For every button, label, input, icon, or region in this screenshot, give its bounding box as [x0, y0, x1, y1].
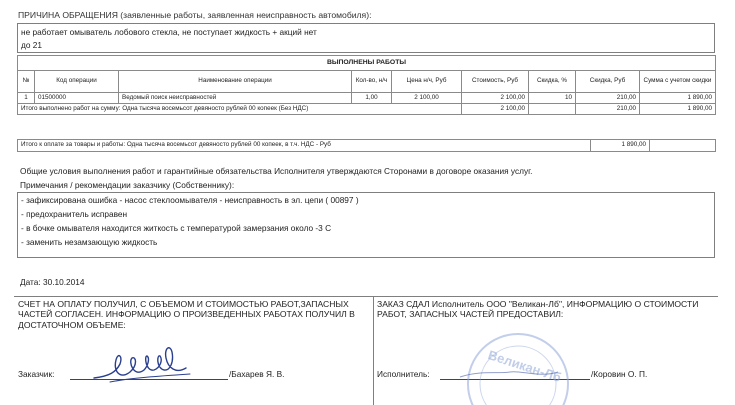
summary-row	[18, 104, 716, 115]
col-code: Код операции	[35, 71, 119, 93]
summary-cost: 2 100,00	[462, 104, 529, 115]
reason-line-1: не работает омыватель лобового стекла, не поступает жидкость + акций нет	[21, 27, 317, 37]
cell-qty: 1,00	[352, 93, 392, 104]
reason-line-2: до 21	[21, 40, 42, 50]
contractor-name: /Коровин О. П.	[591, 369, 648, 379]
col-price: Цена н/ч, Руб	[392, 71, 462, 93]
cell-total: 1 890,00	[640, 93, 716, 104]
summary-total: 1 890,00	[640, 104, 716, 115]
cell-num: 1	[18, 93, 35, 104]
col-cost: Стоимость, Руб	[462, 71, 529, 93]
summary-empty	[529, 104, 576, 115]
document-date: Дата: 30.10.2014	[20, 277, 85, 287]
col-total: Сумма с учетом скидки	[640, 71, 716, 93]
works-title: ВЫПОЛНЕНЫ РАБОТЫ	[18, 56, 716, 71]
reason-box	[17, 23, 715, 53]
notes-box	[17, 192, 715, 258]
customer-signature-icon	[90, 338, 200, 390]
cell-cost: 2 100,00	[462, 93, 529, 104]
payment-table	[17, 139, 716, 152]
cell-code: 01500000	[35, 93, 119, 104]
customer-statement: СЧЕТ НА ОПЛАТУ ПОЛУЧИЛ, С ОБЪЕМОМ И СТОИМОСТЬЮ РАБОТ,ЗАПАСНЫХ ЧАСТЕЙ СОГЛАСЕН. ИНФОРМАЦИЮ О ПРОИЗВЕДЕННЫХ РАБОТАХ ПОЛУЧИЛ В ДОСТАТОЧНОМ ОБЪЕМЕ:	[18, 299, 355, 330]
svg-text:Великан-Лб: Великан-Лб	[486, 347, 564, 385]
col-qty: Кол-во, н/ч	[352, 71, 392, 93]
cell-discount-rub: 210,00	[576, 93, 640, 104]
col-num: №	[18, 71, 35, 93]
signature-top-line	[14, 296, 718, 297]
cell-price: 2 100,00	[392, 93, 462, 104]
payment-label: Итого к оплате за товары и работы: Одна тысяча восемьсот девяносто рублей 00 копеек, в т.ч. НДС - Руб	[18, 140, 591, 152]
table-row	[18, 93, 716, 104]
conditions-text: Общие условия выполнения работ и гарантийные обязательства Исполнителя утверждаются Сторонами в договоре оказания услуг.	[20, 166, 533, 176]
reason-heading: ПРИЧИНА ОБРАЩЕНИЯ (заявленные работы, заявленная неисправность автомобиля):	[18, 10, 372, 20]
payment-empty	[650, 140, 716, 152]
contractor-statement: ЗАКАЗ СДАЛ Исполнитель ООО "Великан-Лб", ИНФОРМАЦИЮ О СТОИМОСТИ РАБОТ, ЗАПАСНЫХ ЧАСТЕЙ ПРЕДОСТАВИЛ:	[377, 299, 699, 320]
cell-name: Ведомый поиск неисправностей	[119, 93, 352, 104]
note-item: - заменить незамзающую жидкость	[21, 237, 158, 247]
customer-role: Заказчик:	[18, 369, 55, 379]
col-discount-pct: Скидка, %	[529, 71, 576, 93]
note-item: - зафиксирована ошибка - насос стеклоомывателя - неисправность в эл. цепи ( 00897 )	[21, 195, 359, 205]
summary-discount-rub: 210,00	[576, 104, 640, 115]
payment-amount: 1 890,00	[591, 140, 650, 152]
signature-divider	[373, 296, 374, 405]
col-discount-rub: Скидка, Руб	[576, 71, 640, 93]
customer-name: /Бахарев Я. В.	[229, 369, 285, 379]
cell-discount-pct: 10	[529, 93, 576, 104]
note-item: - в бочке омывателя находится житкость с температурой замерзания около -3 С	[21, 223, 332, 233]
works-table	[17, 55, 716, 115]
company-stamp-icon	[440, 322, 580, 405]
note-item: - предохранитель исправен	[21, 209, 128, 219]
summary-label: Итого выполнено работ на сумму: Одна тысяча восемьсот девяносто рублей 00 копеек (Без НДС)	[18, 104, 462, 115]
contractor-role: Исполнитель:	[377, 369, 430, 379]
notes-heading: Примечания / рекомендации заказчику (Собственнику):	[20, 180, 235, 190]
col-name: Наименование операции	[119, 71, 352, 93]
